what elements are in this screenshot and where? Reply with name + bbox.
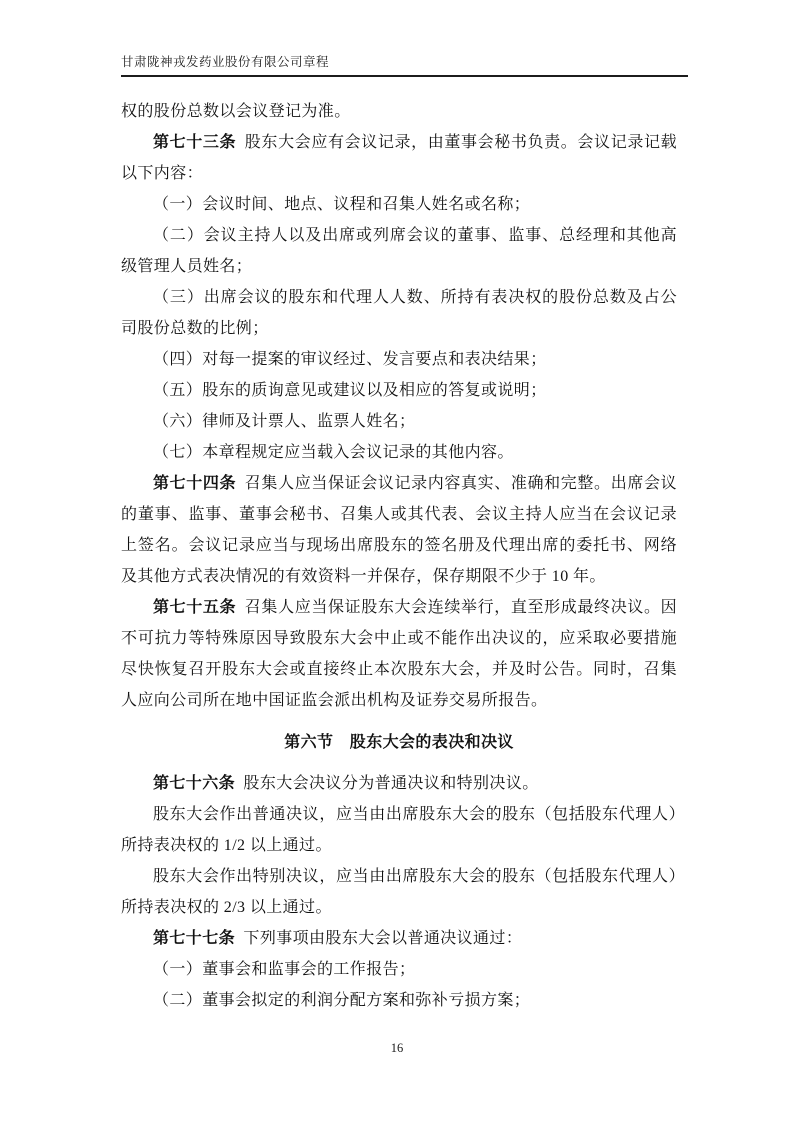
header-title: 甘肃陇神戎发药业股份有限公司章程	[121, 55, 330, 69]
article-number-run: 第七十七条	[153, 930, 236, 947]
paragraph	[121, 220, 677, 282]
paragraph	[121, 127, 677, 189]
paragraph	[121, 468, 677, 592]
article-number-run: 第七十五条	[153, 599, 237, 616]
text-run: 下列事项由股东大会以普通决议通过：	[235, 930, 523, 947]
text-run: （三）出席会议的股东和代理人人数、所持有表决权的股份总数及占公司股份总数的比例；	[121, 289, 677, 337]
paragraph	[121, 437, 677, 468]
text-run: 股东大会应有会议记录，由董事会秘书负责。会议记录记载以下内容：	[121, 134, 677, 182]
text-run: （七）本章程规定应当载入会议记录的其他内容。	[153, 444, 514, 461]
document-body	[121, 96, 677, 1016]
article-number-run: 第六节 股东大会的表决和决议	[284, 734, 514, 751]
paragraph	[121, 954, 677, 985]
text-run: 召集人应当保证股东大会连续举行，直至形成最终决议。因不可抗力等特殊原因导致股东大会中止或不能作出决议的，应采取必要措施尽快恢复召开股东大会或直接终止本次股东大会，并及时公告。同时，召集人应向公司所在地中国证监会派出机构及证券交易所报告。	[121, 599, 677, 709]
paragraph	[121, 799, 677, 861]
paragraph	[121, 923, 677, 954]
article-number-run: 第七十四条	[153, 475, 237, 492]
text-run: （一）会议时间、地点、议程和召集人姓名或名称；	[153, 196, 531, 213]
paragraph	[121, 592, 677, 716]
text-run: 股东大会作出特别决议，应当由出席股东大会的股东（包括股东代理人）所持表决权的 2/3 以上通过。	[121, 868, 677, 916]
paragraph	[121, 375, 677, 406]
paragraph	[121, 189, 677, 220]
page-header	[121, 54, 688, 77]
paragraph	[121, 406, 677, 437]
text-run: 权的股份总数以会议登记为准。	[121, 103, 351, 120]
paragraph	[121, 768, 677, 799]
text-run: （六）律师及计票人、监票人姓名；	[153, 413, 416, 430]
page-footer	[0, 1040, 794, 1056]
section-heading	[121, 727, 677, 758]
article-number-run: 第七十六条	[153, 775, 236, 792]
paragraph	[121, 861, 677, 923]
page-number: 16	[390, 1041, 404, 1055]
paragraph	[121, 344, 677, 375]
text-run: （四）对每一提案的审议经过、发言要点和表决结果；	[153, 351, 547, 368]
text-run: 股东大会作出普通决议，应当由出席股东大会的股东（包括股东代理人）所持表决权的 1/2 以上通过。	[121, 806, 677, 854]
header-divider	[121, 75, 688, 77]
text-run: （五）股东的质询意见或建议以及相应的答复或说明；	[153, 382, 547, 399]
paragraph	[121, 282, 677, 344]
text-run: （二）董事会拟定的利润分配方案和弥补亏损方案；	[153, 992, 531, 1009]
paragraph	[121, 985, 677, 1016]
text-run: 召集人应当保证会议记录内容真实、准确和完整。出席会议的董事、监事、董事会秘书、召集人或其代表、会议主持人应当在会议记录上签名。会议记录应当与现场出席股东的签名册及代理出席的委托书、网络及其他方式表决情况的有效资料一并保存，保存期限不少于 10 年。	[121, 475, 677, 585]
paragraph	[121, 96, 677, 127]
text-run: 股东大会决议分为普通决议和特别决议。	[235, 775, 539, 792]
text-run: （二）会议主持人以及出席或列席会议的董事、监事、总经理和其他高级管理人员姓名；	[121, 227, 677, 275]
text-run: （一）董事会和监事会的工作报告；	[153, 961, 416, 978]
article-number-run: 第七十三条	[153, 134, 237, 151]
